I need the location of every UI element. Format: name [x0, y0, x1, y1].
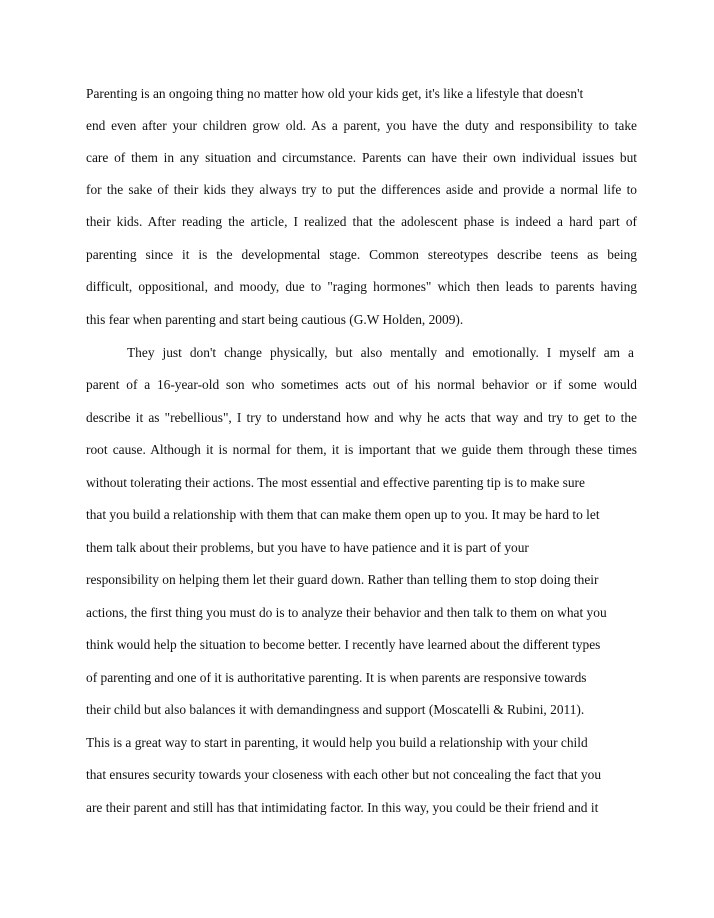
text-line: care of them in any situation and circumstance. Parents can have their own individual issues but [86, 150, 637, 165]
text-line: for the sake of their kids they always try to put the differences aside and provide a normal life to [86, 182, 637, 197]
text-line: them talk about their problems, but you have to have patience and it is part of your [86, 540, 529, 555]
text-line: that ensures security towards your closeness with each other but not concealing the fact that you [86, 767, 602, 782]
text-line: are their parent and still has that intimidating factor. In this way, you could be their friend and it [86, 800, 599, 815]
text-line: their child but also balances it with demandingness and support (Moscatelli & Rubini, 2011). [86, 702, 585, 717]
text-line: that you build a relationship with them that can make them open up to you. It may be hard to let [86, 507, 600, 522]
text-line: end even after your children grow old. As a parent, you have the duty and responsibility to take [86, 118, 637, 133]
text-line: responsibility on helping them let their guard down. Rather than telling them to stop doing their [86, 572, 599, 587]
text-line: their kids. After reading the article, I realized that the adolescent phase is indeed a hard part of [86, 214, 637, 229]
text-line: think would help the situation to become better. I recently have learned about the different types [86, 637, 601, 652]
text-line: describe it as "rebellious", I try to understand how and why he acts that way and try to get to the [86, 410, 637, 425]
text-line: Parenting is an ongoing thing no matter how old your kids get, it's like a lifestyle that doesn't [86, 86, 584, 101]
text-line: difficult, oppositional, and moody, due to "raging hormones" which then leads to parents having [86, 279, 637, 294]
text-line: without tolerating their actions. The most essential and effective parenting tip is to make sure [86, 475, 585, 490]
text-line: this fear when parenting and start being cautious (G.W Holden, 2009). [86, 312, 464, 327]
text-line: They just don't change physically, but also mentally and emotionally. I myself am a [127, 345, 634, 360]
text-line: parenting since it is the developmental stage. Common stereotypes describe teens as being [86, 247, 637, 262]
text-line: parent of a 16-year-old son who sometimes acts out of his normal behavior or if some would [86, 377, 637, 392]
text-line: of parenting and one of it is authoritative parenting. It is when parents are responsive towards [86, 670, 587, 685]
text-line: actions, the first thing you must do is to analyze their behavior and then talk to them on what you [86, 605, 607, 620]
text-line: root cause. Although it is normal for them, it is important that we guide them through these times [86, 442, 637, 457]
text-line: This is a great way to start in parenting, it would help you build a relationship with your child [86, 735, 588, 750]
